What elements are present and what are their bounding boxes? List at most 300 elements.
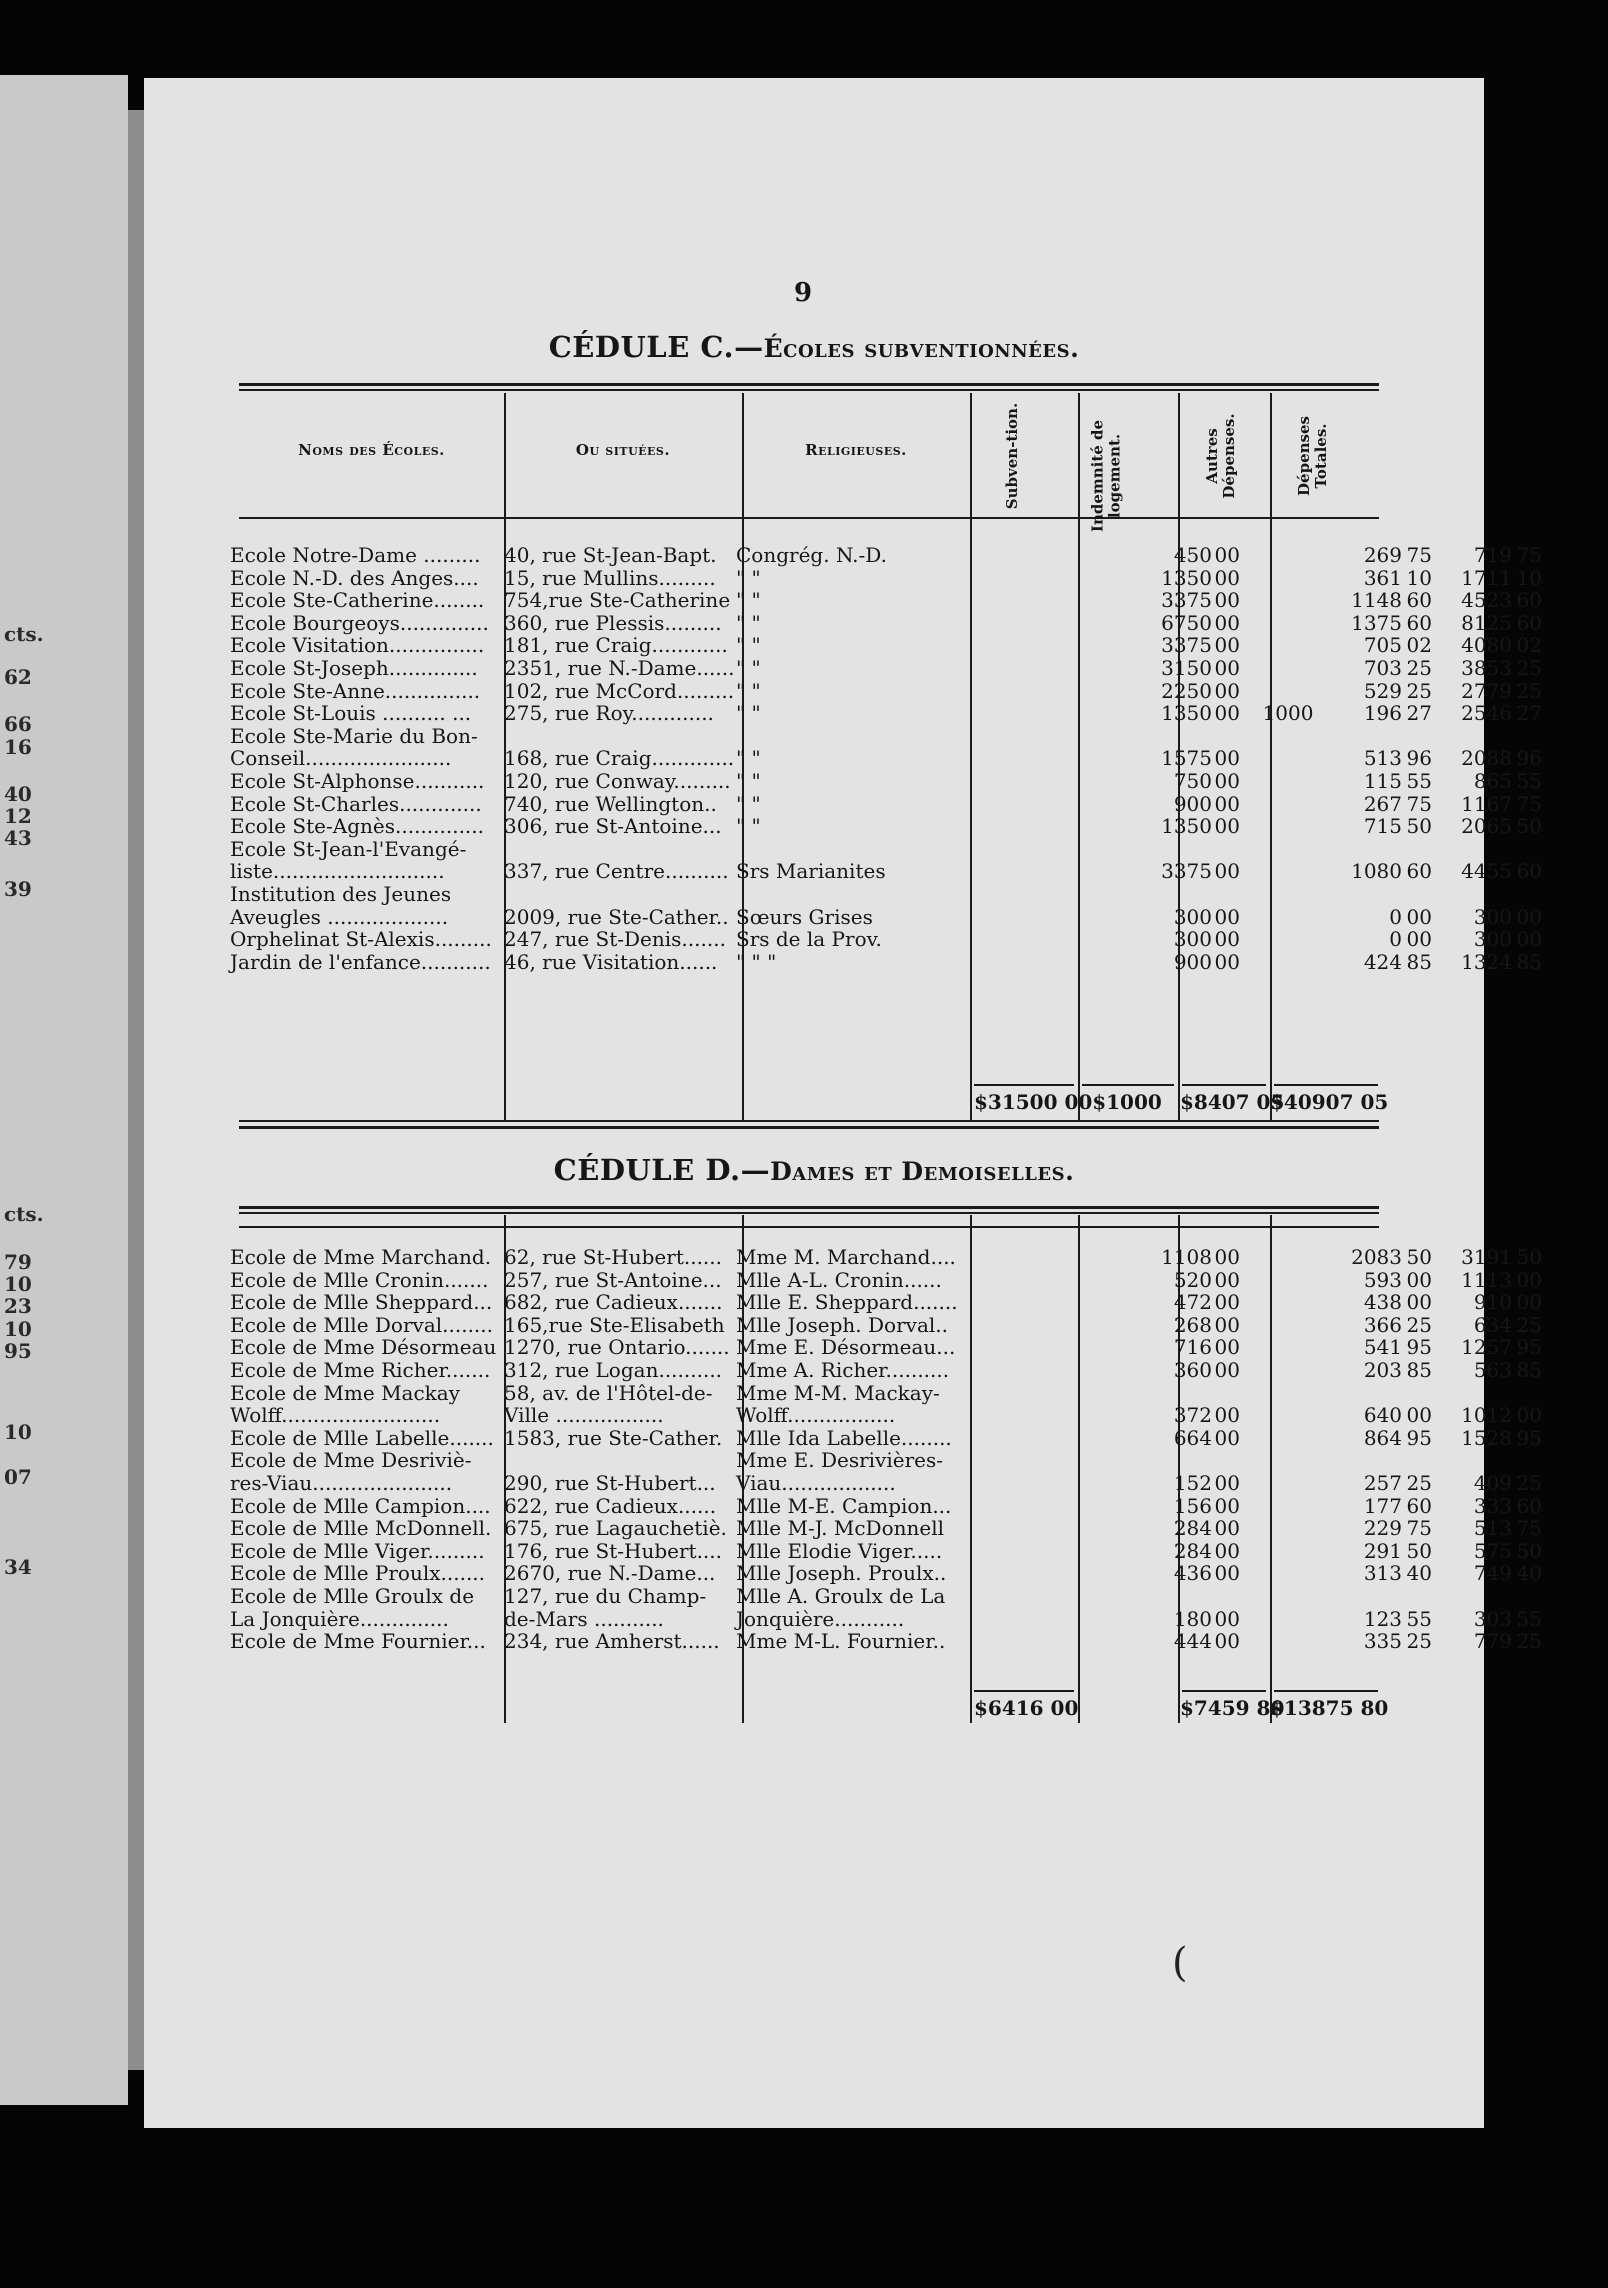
total-cents: 96 <box>1516 746 1542 771</box>
subvention-dollars: 520 <box>1173 1267 1212 1292</box>
religious-order: " " <box>736 701 761 726</box>
school-name: Wolff......................... <box>230 1403 441 1428</box>
school-name: Ecole de Mlle Viger......... <box>230 1538 485 1563</box>
other-cents: 60 <box>1406 610 1432 635</box>
subvention-dollars: 900 <box>1173 949 1212 974</box>
schedule-c-rows <box>144 543 1542 974</box>
other-cents: 40 <box>1406 1561 1432 1586</box>
total-dollars: 1324 <box>1461 949 1512 974</box>
total-cents: 60 <box>1516 610 1542 635</box>
other-cents: 95 <box>1406 1335 1432 1360</box>
table-c-bottom-rule <box>239 1120 1379 1122</box>
school-address: 2670, rue N.-Dame... <box>504 1561 716 1586</box>
religious-order: " " " <box>736 949 777 974</box>
subvention-dollars: 360 <box>1173 1357 1212 1382</box>
subvention-dollars: 284 <box>1173 1538 1212 1563</box>
header-other-expenses: Autres Dépenses. <box>1203 413 1238 499</box>
total-dollars: 4523 <box>1461 588 1512 613</box>
subvention-dollars: 156 <box>1173 1493 1212 1518</box>
total-dollars: 749 <box>1473 1561 1512 1586</box>
total-cents: 85 <box>1516 1357 1542 1382</box>
other-cents: 25 <box>1406 678 1432 703</box>
total-cents: 95 <box>1516 1335 1542 1360</box>
other-cents: 25 <box>1406 1470 1432 1495</box>
total-cents: 25 <box>1516 678 1542 703</box>
religious-order: " " <box>736 633 761 658</box>
school-address: 58, av. de l'Hôtel-de- <box>504 1380 713 1405</box>
total-dollars: 8125 <box>1461 610 1512 635</box>
other-cents: 50 <box>1406 814 1432 839</box>
other-cents: 00 <box>1406 1403 1432 1428</box>
total-dollars: 3191 <box>1461 1245 1512 1269</box>
total-dollars: 634 <box>1473 1312 1512 1337</box>
left-fragment: cts. <box>4 1202 44 1226</box>
subvention-cents: 00 <box>1214 768 1240 793</box>
other-dollars: 424 <box>1363 949 1402 974</box>
total-dollars: 910 <box>1473 1290 1512 1315</box>
school-name: Ecole Ste-Catherine........ <box>230 588 485 613</box>
table-row <box>144 655 1542 680</box>
table-row <box>144 610 1542 635</box>
header-location: Ou situées. <box>575 441 671 459</box>
other-cents: 00 <box>1406 904 1432 929</box>
total-dollars: 300 <box>1473 904 1512 929</box>
table-row <box>144 859 1542 884</box>
page-number: 9 <box>794 278 813 308</box>
subvention-dollars: 444 <box>1173 1629 1212 1654</box>
school-name: Ecole de Mlle Proulx....... <box>230 1561 486 1586</box>
other-dollars: 640 <box>1363 1403 1402 1428</box>
religious-order: " " <box>736 588 761 613</box>
school-address: 257, rue St-Antoine... <box>504 1267 722 1292</box>
religious-order: " " <box>736 768 761 793</box>
other-cents: 95 <box>1406 1425 1432 1450</box>
school-address: 234, rue Amherst...... <box>504 1629 720 1654</box>
table-row <box>144 1290 1542 1315</box>
total-dollars: 3853 <box>1461 655 1512 680</box>
religious-order: Mme M-M. Mackay- <box>736 1380 940 1405</box>
total-cents: 25 <box>1516 1312 1542 1337</box>
school-address: 682, rue Cadieux....... <box>504 1290 723 1315</box>
subvention-cents: 00 <box>1214 1357 1240 1382</box>
total-indemnity: $1000 <box>1092 1090 1162 1114</box>
subvention-dollars: 6750 <box>1161 610 1212 635</box>
total-cents: 60 <box>1516 859 1542 884</box>
total-dollars: 409 <box>1473 1470 1512 1495</box>
subvention-cents: 00 <box>1214 1267 1240 1292</box>
total-dollars: 303 <box>1473 1606 1512 1631</box>
schedule-c-totals <box>144 1090 1484 1116</box>
subvention-cents: 00 <box>1214 610 1240 635</box>
other-cents: 60 <box>1406 859 1432 884</box>
indemnity-value: 1000 <box>1262 701 1314 726</box>
subvention-cents: 00 <box>1214 949 1240 974</box>
table-row <box>144 1493 1542 1518</box>
table-c-header-rule <box>239 517 1379 519</box>
subvention-cents: 00 <box>1214 1561 1240 1586</box>
subvention-cents: 00 <box>1214 1538 1240 1563</box>
religious-order: " " <box>736 814 761 839</box>
school-name: Ecole de Mlle Groulx de <box>230 1583 475 1608</box>
subvention-cents: 00 <box>1214 1335 1240 1360</box>
table-row <box>144 838 1484 861</box>
school-name: Orphelinat St-Alexis......... <box>230 927 492 952</box>
left-fragment: 40 <box>4 782 32 806</box>
subvention-cents: 00 <box>1214 588 1240 613</box>
total-dollars: 300 <box>1473 927 1512 952</box>
other-cents: 27 <box>1406 701 1432 726</box>
total-dollars: 2088 <box>1461 746 1512 771</box>
other-cents: 00 <box>1406 927 1432 952</box>
other-dollars: 715 <box>1363 814 1402 839</box>
school-address: 120, rue Conway......... <box>504 768 731 793</box>
other-dollars: 361 <box>1363 565 1402 590</box>
other-dollars: 269 <box>1363 543 1402 567</box>
pencil-mark: ( <box>1172 1940 1188 1986</box>
total-cents: 00 <box>1516 1290 1542 1315</box>
table-row <box>144 1267 1542 1292</box>
total-dollars: 865 <box>1473 768 1512 793</box>
subvention-dollars: 3375 <box>1161 633 1212 658</box>
left-fragment: cts. <box>4 622 44 646</box>
subvention-cents: 00 <box>1214 1606 1240 1631</box>
other-cents: 50 <box>1406 1245 1432 1269</box>
subvention-cents: 00 <box>1214 904 1240 929</box>
total-dollars: 575 <box>1473 1538 1512 1563</box>
subvention-dollars: 436 <box>1173 1561 1212 1586</box>
school-address: 1270, rue Ontario....... <box>504 1335 730 1360</box>
other-cents: 85 <box>1406 1357 1432 1382</box>
school-address: 102, rue McCord......... <box>504 678 735 703</box>
subvention-dollars: 2250 <box>1161 678 1212 703</box>
school-name: Aveugles ................... <box>230 904 449 929</box>
other-cents: 96 <box>1406 746 1432 771</box>
school-name: Ecole Visitation............... <box>230 633 485 658</box>
religious-order: Congrég. N.-D. <box>736 543 887 567</box>
total-dollars: 2779 <box>1461 678 1512 703</box>
total-cents: 60 <box>1516 1493 1542 1518</box>
school-address: 168, rue Craig............. <box>504 746 735 771</box>
subvention-dollars: 268 <box>1173 1312 1212 1337</box>
school-name: Ecole Bourgeoys.............. <box>230 610 489 635</box>
religious-order: " " <box>736 655 761 680</box>
other-dollars: 593 <box>1363 1267 1402 1292</box>
other-dollars: 0 <box>1389 904 1402 929</box>
religious-order: Mlle M-E. Campion... <box>736 1493 952 1518</box>
school-address: 2351, rue N.-Dame...... <box>504 655 735 680</box>
other-dollars: 2083 <box>1351 1245 1402 1269</box>
total-total: $40907 05 <box>1270 1090 1389 1114</box>
subvention-cents: 00 <box>1214 655 1240 680</box>
subvention-dollars: 284 <box>1173 1516 1212 1541</box>
subvention-dollars: 1108 <box>1161 1245 1212 1269</box>
school-address: 247, rue St-Denis....... <box>504 927 726 952</box>
school-address: 2009, rue Ste-Cather.. <box>504 904 729 929</box>
schedule-c-title <box>144 330 1484 364</box>
table-row <box>144 633 1542 658</box>
total-subvention: $6416 00 <box>974 1696 1079 1720</box>
subvention-dollars: 180 <box>1173 1606 1212 1631</box>
total-dollars: 1711 <box>1461 565 1512 590</box>
school-name: Ecole de Mlle McDonnell. <box>230 1516 492 1541</box>
table-d-top-rule <box>239 1206 1379 1209</box>
other-cents: 02 <box>1406 633 1432 658</box>
religious-order: Viau.................. <box>736 1470 896 1495</box>
total-cents: 25 <box>1516 655 1542 680</box>
total-cents: 50 <box>1516 1538 1542 1563</box>
school-name: Ecole Ste-Anne............... <box>230 678 481 703</box>
total-cents: 95 <box>1516 1425 1542 1450</box>
other-dollars: 313 <box>1363 1561 1402 1586</box>
other-cents: 00 <box>1406 1290 1432 1315</box>
other-dollars: 115 <box>1363 768 1402 793</box>
other-cents: 75 <box>1406 543 1432 567</box>
table-row <box>144 791 1542 816</box>
other-cents: 60 <box>1406 1493 1432 1518</box>
left-fragment: 10 <box>4 1317 32 1341</box>
school-name: Ecole Notre-Dame ......... <box>230 543 481 567</box>
school-name: Ecole St-Alphonse........... <box>230 768 485 793</box>
schedule-d-rows <box>144 1245 1542 1654</box>
other-dollars: 229 <box>1363 1516 1402 1541</box>
total-cents: 00 <box>1516 1403 1542 1428</box>
religious-order: Mlle M-J. McDonnell <box>736 1516 945 1541</box>
religious-order: Mlle E. Sheppard....... <box>736 1290 958 1315</box>
other-cents: 25 <box>1406 655 1432 680</box>
other-dollars: 123 <box>1363 1606 1402 1631</box>
school-name: res-Viau...................... <box>230 1470 453 1495</box>
subvention-dollars: 450 <box>1173 543 1212 567</box>
table-row <box>144 1403 1542 1428</box>
left-fragment: 23 <box>4 1294 32 1318</box>
subtotal-rule <box>974 1690 1074 1692</box>
total-dollars: 2065 <box>1461 814 1512 839</box>
total-other: $7459 80 <box>1180 1696 1285 1720</box>
subvention-cents: 00 <box>1214 791 1240 816</box>
other-dollars: 177 <box>1363 1493 1402 1518</box>
school-name: Conseil....................... <box>230 746 452 771</box>
school-address: de-Mars ........... <box>504 1606 664 1631</box>
table-row <box>144 725 1484 748</box>
table-d-header-rule <box>239 1226 1379 1228</box>
total-dollars: 4455 <box>1461 859 1512 884</box>
subvention-cents: 00 <box>1214 814 1240 839</box>
subvention-cents: 00 <box>1214 678 1240 703</box>
table-row <box>144 701 1542 726</box>
school-name: Ecole de Mme Désormeau <box>230 1335 497 1360</box>
school-name: Ecole N.-D. des Anges.... <box>230 565 479 590</box>
other-dollars: 203 <box>1363 1357 1402 1382</box>
religious-order: " " <box>736 678 761 703</box>
table-d-top-rule <box>239 1212 1379 1214</box>
table-row <box>144 1382 1484 1405</box>
table-row <box>144 1335 1542 1360</box>
subtotal-rule <box>1182 1690 1266 1692</box>
religious-order: Mme E. Désormeau... <box>736 1335 956 1360</box>
subvention-dollars: 3375 <box>1161 588 1212 613</box>
total-cents: 00 <box>1516 904 1542 929</box>
subvention-cents: 00 <box>1214 1470 1240 1495</box>
total-cents: 40 <box>1516 1561 1542 1586</box>
total-cents: 25 <box>1516 1629 1542 1654</box>
subvention-dollars: 716 <box>1173 1335 1212 1360</box>
total-dollars: 1113 <box>1461 1267 1512 1292</box>
left-fragment: 79 <box>4 1250 32 1274</box>
subvention-cents: 00 <box>1214 746 1240 771</box>
table-row <box>144 904 1542 929</box>
left-fragment: 43 <box>4 826 32 850</box>
religious-order: Mme M. Marchand.... <box>736 1245 956 1269</box>
subvention-dollars: 300 <box>1173 927 1212 952</box>
school-name: La Jonquière.............. <box>230 1606 449 1631</box>
school-address: 675, rue Lagauchetiè. <box>504 1516 727 1541</box>
total-other: $8407 05 <box>1180 1090 1285 1114</box>
total-dollars: 779 <box>1473 1629 1512 1654</box>
school-address: 181, rue Craig............ <box>504 633 728 658</box>
religious-order: Mme A. Richer.......... <box>736 1357 950 1382</box>
table-row <box>144 1245 1542 1269</box>
school-address: 15, rue Mullins......... <box>504 565 716 590</box>
total-dollars: 1257 <box>1461 1335 1512 1360</box>
school-name: liste........................... <box>230 859 445 884</box>
other-cents: 50 <box>1406 1538 1432 1563</box>
table-row <box>144 678 1542 703</box>
total-cents: 02 <box>1516 633 1542 658</box>
total-subvention: $31500 00 <box>974 1090 1093 1114</box>
school-address: 1583, rue Ste-Cather. <box>504 1425 723 1450</box>
subvention-cents: 00 <box>1214 1403 1240 1428</box>
subtotal-rule <box>1082 1084 1174 1086</box>
religious-order: " " <box>736 610 761 635</box>
table-row <box>144 1606 1542 1631</box>
school-name: Ecole de Mlle Labelle....... <box>230 1425 494 1450</box>
other-cents: 60 <box>1406 588 1432 613</box>
header-indemnity: Indemnité de logement. <box>1088 419 1124 533</box>
school-address: 306, rue St-Antoine... <box>504 814 722 839</box>
school-name: Ecole St-Charles............. <box>230 791 482 816</box>
table-row <box>144 588 1542 613</box>
table-row <box>144 814 1542 839</box>
school-name: Ecole Ste-Marie du Bon- <box>230 723 478 748</box>
schedule-c-subheading: Écoles subventionnées. <box>763 334 1080 363</box>
school-name: Ecole St-Joseph.............. <box>230 655 478 680</box>
subvention-cents: 00 <box>1214 565 1240 590</box>
header-religious: Religieuses. <box>805 441 907 459</box>
school-name: Ecole de Mme Desriviè- <box>230 1448 472 1473</box>
school-address: 46, rue Visitation...... <box>504 949 718 974</box>
subvention-cents: 00 <box>1214 859 1240 884</box>
other-cents: 00 <box>1406 1267 1432 1292</box>
subvention-cents: 00 <box>1214 543 1240 567</box>
religious-order: Mlle Elodie Viger..... <box>736 1538 943 1563</box>
school-address: 622, rue Cadieux...... <box>504 1493 717 1518</box>
table-row <box>144 883 1484 906</box>
subvention-cents: 00 <box>1214 1493 1240 1518</box>
total-dollars: 2546 <box>1461 701 1512 726</box>
subvention-dollars: 372 <box>1173 1403 1212 1428</box>
religious-order: Sœurs Grises <box>736 904 873 929</box>
page-gutter <box>128 110 144 2070</box>
subvention-dollars: 1350 <box>1161 814 1212 839</box>
other-dollars: 267 <box>1363 791 1402 816</box>
subvention-cents: 00 <box>1214 701 1240 726</box>
total-cents: 55 <box>1516 1606 1542 1631</box>
other-dollars: 366 <box>1363 1312 1402 1337</box>
subtotal-rule <box>974 1084 1074 1086</box>
left-fragment: 95 <box>4 1339 32 1363</box>
religious-order: Mme M-L. Fournier.. <box>736 1629 946 1654</box>
school-address: 62, rue St-Hubert...... <box>504 1245 722 1269</box>
total-cents: 50 <box>1516 1245 1542 1269</box>
table-row <box>144 949 1542 974</box>
total-dollars: 1012 <box>1461 1403 1512 1428</box>
subvention-dollars: 3150 <box>1161 655 1212 680</box>
other-cents: 55 <box>1406 1606 1432 1631</box>
other-dollars: 291 <box>1363 1538 1402 1563</box>
school-address: Ville ................. <box>504 1403 664 1428</box>
schedule-d-subheading: Dames et Demoiselles. <box>770 1157 1075 1186</box>
other-cents: 10 <box>1406 565 1432 590</box>
other-dollars: 0 <box>1389 927 1402 952</box>
other-cents: 85 <box>1406 949 1432 974</box>
other-dollars: 196 <box>1363 701 1402 726</box>
header-subvention: Subven-tion. <box>1003 402 1021 510</box>
other-cents: 25 <box>1406 1312 1432 1337</box>
other-cents: 55 <box>1406 768 1432 793</box>
school-name: Ecole de Mme Mackay <box>230 1380 461 1405</box>
subvention-cents: 00 <box>1214 1312 1240 1337</box>
table-row <box>144 1449 1484 1472</box>
left-fragment: 12 <box>4 804 32 828</box>
subvention-cents: 00 <box>1214 1245 1240 1269</box>
school-name: Ecole de Mme Richer....... <box>230 1357 491 1382</box>
subvention-dollars: 664 <box>1173 1425 1212 1450</box>
religious-order: Mme E. Desrivières- <box>736 1448 943 1473</box>
left-fragment: 39 <box>4 877 32 901</box>
subvention-dollars: 300 <box>1173 904 1212 929</box>
other-dollars: 513 <box>1363 746 1402 771</box>
total-dollars: 563 <box>1473 1357 1512 1382</box>
other-dollars: 438 <box>1363 1290 1402 1315</box>
total-dollars: 719 <box>1473 543 1512 567</box>
subvention-dollars: 1575 <box>1161 746 1212 771</box>
school-address: 165,rue Ste-Elisabeth <box>504 1312 725 1337</box>
school-name: Ecole St-Jean-l'Evangé- <box>230 836 467 861</box>
table-row <box>144 1585 1484 1608</box>
schedule-d-heading: CÉDULE D.— <box>553 1153 771 1187</box>
school-name: Jardin de l'enfance........... <box>230 949 491 974</box>
total-cents: 10 <box>1516 565 1542 590</box>
header-school-name: Noms des Écoles. <box>298 441 445 459</box>
subvention-dollars: 472 <box>1173 1290 1212 1315</box>
document-page <box>144 78 1542 2128</box>
school-address: 740, rue Wellington.. <box>504 791 717 816</box>
total-cents: 75 <box>1516 791 1542 816</box>
school-address: 275, rue Roy............. <box>504 701 714 726</box>
other-dollars: 541 <box>1363 1335 1402 1360</box>
total-dollars: 1528 <box>1461 1425 1512 1450</box>
table-row <box>144 1312 1542 1337</box>
subvention-cents: 00 <box>1214 1516 1240 1541</box>
table-row <box>144 1629 1542 1654</box>
subvention-dollars: 750 <box>1173 768 1212 793</box>
total-cents: 75 <box>1516 1516 1542 1541</box>
school-name: Ecole St-Louis .......... ... <box>230 701 472 726</box>
other-dollars: 1375 <box>1351 610 1402 635</box>
total-total: $13875 80 <box>1270 1696 1389 1720</box>
school-address: 754,rue Ste-Catherine <box>504 588 731 613</box>
table-row <box>144 1516 1542 1541</box>
